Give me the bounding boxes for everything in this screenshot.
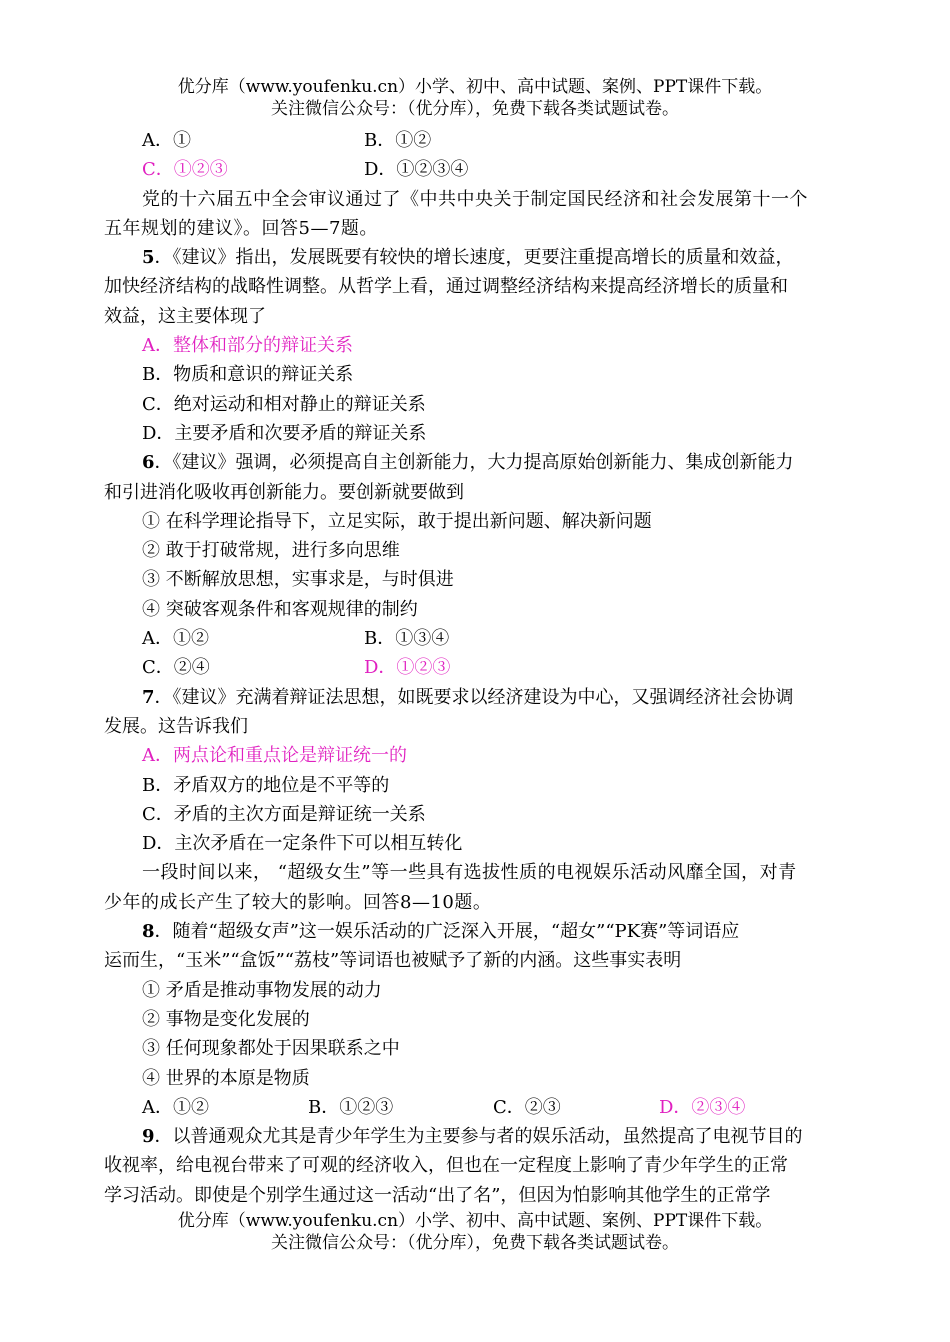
q5-stem-line-1 <box>104 243 846 272</box>
q5-option-a-answer: A．整体和部分的辩证关系 <box>142 335 353 357</box>
q6-options-row-1 <box>104 624 846 653</box>
header-line-2: 关注微信公众号：（优分库），免费下载各类试题试卷。 <box>271 99 679 119</box>
q8-option-b: B．①②③ <box>308 1096 394 1118</box>
q6-stem-line-1 <box>104 448 846 477</box>
q8-statement-2: ② 事物是变化发展的 <box>142 1008 310 1030</box>
q4-option-b: B．①② <box>364 130 432 151</box>
q8-stem-line-2: 运而生，“玉米”“盒饭”“荔枝”等词语也被赋予了新的内涵。这些事实表明 <box>104 950 682 972</box>
q6-option-c: C．②④ <box>142 657 210 679</box>
q8-text-1: ．随着“超级女声”这一娱乐活动的广泛深入开展，“超女”“PK赛”等词语应 <box>154 921 740 943</box>
q6-statement-2: ② 敢于打破常规，进行多向思维 <box>142 540 400 562</box>
q8-statement-3: ③ 任何现象都处于因果联系之中 <box>142 1038 400 1060</box>
q6-options-row-2 <box>104 653 846 682</box>
q6-option-a: A．①② <box>142 628 209 650</box>
page-footer <box>0 1210 950 1254</box>
q9-text-1: ．以普通观众尤其是青少年学生为主要参与者的娱乐活动，虽然提高了电视节目的 <box>154 1126 803 1148</box>
q4-options-row-2 <box>104 155 846 184</box>
intro-5-7-line-2: 五年规划的建议》。回答5—7题。 <box>104 217 378 239</box>
q5-stem-line-3: 效益，这主要体现了 <box>104 305 266 327</box>
intro-8-10-line-2: 少年的成长产生了较大的影响。回答8—10题。 <box>104 891 492 913</box>
q8-option-c: C．②③ <box>493 1096 561 1118</box>
q4-option-c-answer: C．①②③ <box>142 159 228 181</box>
q8-statement-4: ④ 世界的本原是物质 <box>142 1067 310 1089</box>
intro-8-10-line-1: 一段时间以来， “超级女生”等一些具有选拔性质的电视娱乐活动风靡全国，对青 <box>142 862 797 884</box>
page-header <box>0 76 950 120</box>
q8-stem-line-1 <box>104 917 846 946</box>
q4-options-row-1 <box>104 126 846 155</box>
q7-option-b: B．矛盾双方的地位是不平等的 <box>142 774 390 796</box>
q7-number: 7 <box>142 686 155 708</box>
q4-option-a: A．① <box>142 130 191 151</box>
q6-text-1: ．《建议》强调，必须提高自主创新能力，大力提高原始创新能力、集成创新能力 <box>154 452 794 474</box>
q9-stem-line-1 <box>104 1122 846 1151</box>
footer-line-2: 关注微信公众号：（优分库），免费下载各类试题试卷。 <box>271 1233 679 1253</box>
q5-option-d: D．主要矛盾和次要矛盾的辩证关系 <box>142 422 427 444</box>
q6-number: 6 <box>142 452 155 474</box>
q9-stem-line-3: 学习活动。即使是个别学生通过这一活动“出了名”，但因为怕影响其他学生的正常学 <box>104 1184 771 1206</box>
intro-5-7-line-1: 党的十六届五中全会审议通过了《中共中央关于制定国民经济和社会发展第十一个 <box>142 188 808 210</box>
q8-option-a: A．①② <box>142 1096 209 1118</box>
q7-option-a-answer: A．两点论和重点论是辩证统一的 <box>142 745 407 767</box>
q5-option-b: B．物质和意识的辩证关系 <box>142 364 354 386</box>
q7-stem-line-1 <box>104 683 846 712</box>
q5-stem-line-2: 加快经济结构的战略性调整。从哲学上看，通过调整经济结构来提高经济增长的质量和 <box>104 276 788 298</box>
q9-stem-line-2: 收视率，给电视台带来了可观的经济收入，但也在一定程度上影响了青少年学生的正常 <box>104 1155 788 1177</box>
q6-option-b: B．①③④ <box>364 628 450 650</box>
q6-option-d-answer: D．①②③ <box>364 657 451 679</box>
document-body <box>104 126 846 1210</box>
q7-text-1: ．《建议》充满着辩证法思想，如既要求以经济建设为中心，又强调经济社会协调 <box>154 686 794 708</box>
q7-stem-line-2: 发展。这告诉我们 <box>104 715 248 737</box>
q4-option-d: D．①②③④ <box>364 159 469 181</box>
q7-option-c: C．矛盾的主次方面是辩证统一关系 <box>142 803 426 825</box>
q5-option-c: C．绝对运动和相对静止的辩证关系 <box>142 393 426 415</box>
q8-number: 8 <box>142 921 155 943</box>
intro-8-10 <box>104 858 846 917</box>
q9-number: 9 <box>142 1126 155 1148</box>
q8-statement-1: ① 矛盾是推动事物发展的动力 <box>142 979 382 1001</box>
q5-text-1: ．《建议》指出，发展既要有较快的增长速度，更要注重提高增长的质量和效益， <box>154 247 794 269</box>
q6-statement-3: ③ 不断解放思想，实事求是，与时俱进 <box>142 569 454 591</box>
intro-5-7 <box>104 185 846 244</box>
q7-option-d: D．主次矛盾在一定条件下可以相互转化 <box>142 833 463 855</box>
q8-options-row <box>104 1093 846 1122</box>
footer-line-1: 优分库（www.youfenku.cn）小学、初中、高中试题、案例、PPT课件下载。 <box>177 1211 773 1231</box>
q6-stem-line-2: 和引进消化吸收再创新能力。要创新就要做到 <box>104 481 464 503</box>
q6-statement-1: ① 在科学理论指导下，立足实际，敢于提出新问题、解决新问题 <box>142 510 652 532</box>
header-line-1: 优分库（www.youfenku.cn）小学、初中、高中试题、案例、PPT课件下载。 <box>177 77 773 97</box>
q8-option-d-answer: D．②③④ <box>659 1096 746 1118</box>
q6-statement-4: ④ 突破客观条件和客观规律的制约 <box>142 598 418 620</box>
q5-number: 5 <box>142 247 155 269</box>
